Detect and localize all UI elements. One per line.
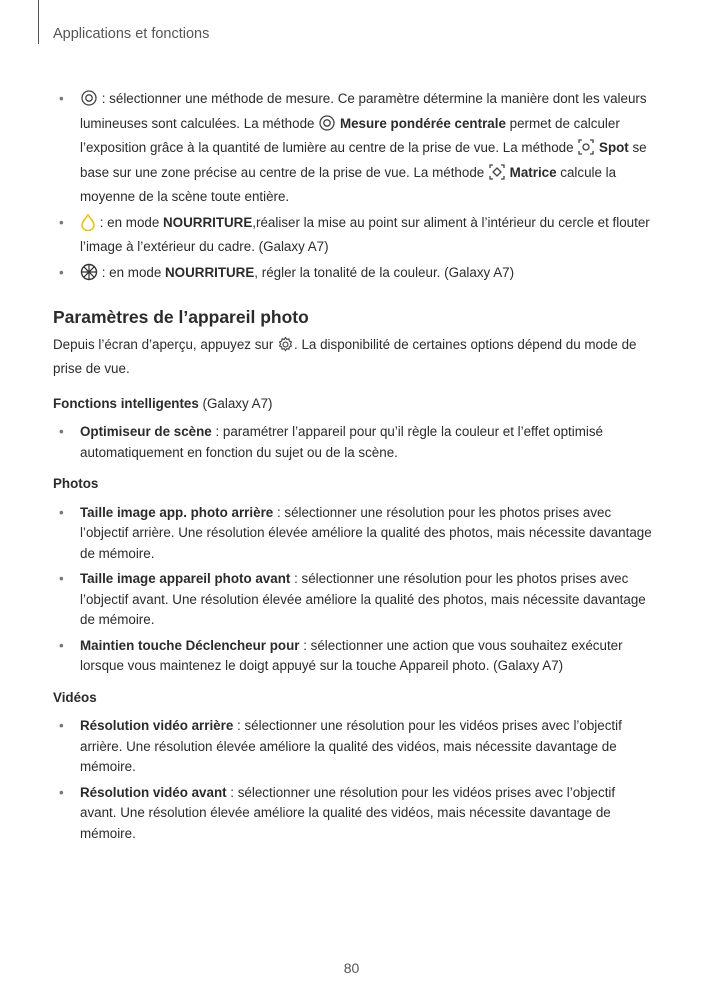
option-desc: : paramétrer l’appareil pour qu’il règle la couleur et l’effet optimisé automatiquement en fonction du sujet ou de la scène.: [80, 424, 603, 460]
food-color-desc: , régler la tonalité de la couleur. (Galaxy A7): [254, 264, 515, 280]
section-intro: [53, 335, 653, 380]
list-item-food-color: [53, 263, 653, 288]
color-tone-icon: [80, 263, 98, 288]
option-desc: : sélectionner une résolution pour les vidéos prises avec l’objectif avant. Une résolution élevée améliore la qualité des vidéos, mais nécessite davantage de mémoire.: [80, 784, 616, 841]
list-item: [53, 569, 653, 631]
option-label: Taille image appareil photo avant: [80, 571, 291, 586]
matrix-label: Matrice: [509, 164, 557, 180]
food-color-pre: : en mode: [101, 264, 166, 280]
bullet: •: [59, 571, 64, 586]
bullet: •: [59, 424, 64, 439]
page-number: 80: [343, 960, 360, 976]
list-item-food-focus: [53, 213, 653, 258]
group-videos: [53, 688, 653, 845]
header-rule: [38, 0, 39, 44]
list-item: [53, 783, 653, 845]
subheading-smart-features-suffix: (Galaxy A7): [198, 395, 273, 411]
group-smart-features: [53, 394, 653, 464]
food-focus-drop-icon: [80, 213, 96, 238]
subheading-photos-label: Photos: [53, 476, 99, 491]
bullet: •: [59, 784, 64, 800]
option-label: Maintien touche Déclencheur pour: [80, 637, 300, 653]
option-desc: : sélectionner une résolution pour les photos prises avec l’objectif avant. Une résolution élevée améliore la qualité des photos, mais nécessite davantage de mémoire.: [80, 571, 646, 627]
list-item: [53, 636, 653, 677]
metering-intro-text: : sélectionner une méthode de mesure. Ce paramètre détermine la manière dont les valeurs lumineuses sont calculées. La méthode: [80, 91, 647, 131]
center-weighted-label: Mesure pondérée centrale: [339, 115, 506, 131]
subheading-smart-features-label: Fonctions intelligentes: [53, 395, 199, 411]
option-desc: : sélectionner une résolution pour les photos prises avec l’objectif arrière. Une résolution élevée améliore la qualité des photos, mais nécessite davantage de mémoire.: [80, 504, 652, 561]
list-item: [53, 716, 653, 778]
bullet: •: [59, 214, 64, 230]
page-header-title: Applications et fonctions: [53, 26, 210, 42]
section-title: Paramètres de l’appareil photo: [53, 307, 309, 327]
option-desc: : sélectionner une résolution pour les vidéos prises avec l’objectif arrière. Une résolution élevée améliore la qualité des vidéos, mais nécessite davantage de mémoire.: [80, 718, 622, 774]
food-focus-desc: ,réaliser la mise au point sur aliment à l’intérieur du cercle et flouter l’image à l’extérieur du cadre. (Galaxy A7): [80, 214, 650, 254]
option-label: Taille image app. photo arrière: [80, 504, 274, 520]
smart-features-list: [53, 422, 653, 463]
subheading-videos: [53, 688, 653, 709]
section-intro-after: . La disponibilité de certaines options dépend du mode de prise de vue.: [53, 336, 637, 376]
bullet: •: [59, 637, 64, 653]
option-label: Optimiseur de scène: [80, 424, 212, 439]
matrix-metering-icon: [488, 163, 506, 188]
page-content: [53, 89, 653, 855]
bullet: •: [59, 718, 64, 733]
videos-list: [53, 716, 653, 844]
bullet: •: [59, 91, 64, 106]
food-focus-mode: NOURRITURE: [163, 214, 253, 230]
matrix-desc: calcule la moyenne de la scène toute entière.: [80, 164, 617, 204]
list-item: [53, 503, 653, 565]
spot-desc: se base sur une zone précise au centre de la prise de vue. La méthode: [80, 140, 647, 180]
list-item: [53, 422, 653, 463]
spot-label: Spot: [599, 140, 629, 155]
center-weighted-metering-icon: [80, 89, 98, 114]
center-weighted-desc: permet de calculer l’exposition grâce à la quantité de lumière au centre de la prise de vue. La méthode: [80, 115, 620, 155]
subheading-photos: [53, 474, 653, 495]
subheading-smart-features: [53, 394, 653, 415]
group-photos: [53, 474, 653, 677]
camera-option-list: [53, 89, 653, 287]
option-desc: : sélectionner une action que vous souhaitez exécuter lorsque vous maintenez le doigt appuyé sur la touche Appareil photo. (Galaxy A7): [80, 637, 623, 673]
food-color-mode: NOURRITURE: [165, 264, 255, 280]
list-item-metering: [53, 89, 653, 208]
bullet: •: [59, 504, 64, 520]
spot-metering-icon: [577, 138, 595, 163]
photos-list: [53, 503, 653, 677]
subheading-videos-label: Vidéos: [53, 689, 97, 705]
section-intro-before: Depuis l’écran d’aperçu, appuyez sur: [53, 336, 278, 352]
center-weighted-metering-icon: [318, 114, 336, 139]
settings-gear-icon: [277, 336, 294, 360]
food-focus-pre: : en mode: [99, 214, 164, 230]
option-label: Résolution vidéo arrière: [80, 718, 234, 733]
option-label: Résolution vidéo avant: [80, 784, 227, 800]
bullet: •: [59, 264, 64, 280]
